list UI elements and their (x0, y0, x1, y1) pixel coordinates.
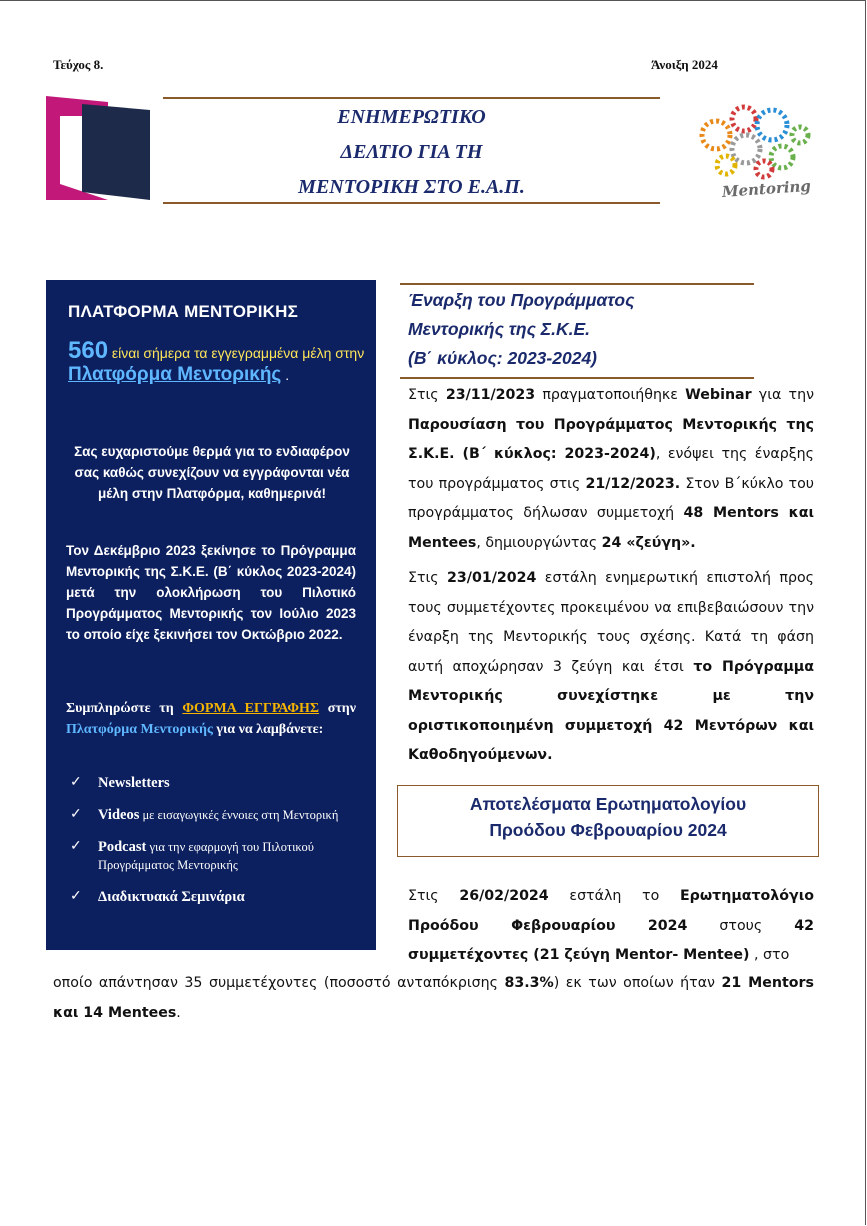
list-item-main: Podcast (98, 839, 147, 855)
section1-title-line: Μεντορικής της Σ.Κ.Ε. (408, 319, 590, 339)
fill-post: για να λαμβάνετε: (212, 722, 324, 737)
check-icon: ✓ (70, 775, 82, 790)
paragraph-webinar: Στις 23/11/2023 πραγματοποιήθηκε Webinar για την Παρουσίαση του Προγράμματος Μεντορικής της Σ.Κ.Ε. (Β΄ κύκλος: 2023-2024), ενόψει της έναρξης του προγράμματος στις 21/12/2023. Στον Β΄κύκλο του προγράμματος δήλωσαν συμμετοχή 48 Mentors και Mentees, δημιουργώντας 24 «ζεύγη». (408, 387, 814, 551)
eap-logo (46, 96, 150, 200)
title-line-3: ΜΕΝΤΟΡΙΚΗ ΣΤΟ Ε.Α.Π. (298, 176, 525, 198)
platform-link-2[interactable]: Πλατφόρμα Μεντορικής (66, 722, 213, 737)
list-item (68, 806, 358, 824)
platform-sidebar (46, 280, 376, 950)
list-item-main: Διαδικτυακά Σεμινάρια (98, 889, 245, 905)
check-icon: ✓ (70, 889, 82, 904)
title-line-1: ΕΝΗΜΕΡΩΤΙΚΟ (337, 106, 486, 128)
sidebar-title: ΠΛΑΤΦΟΡΜΑ ΜΕΝΤΟΡΙΚΗΣ (68, 302, 298, 321)
newsletter-title (163, 97, 660, 204)
member-count-text: είναι σήμερα τα εγγεγραμμένα μέλη στην (108, 345, 365, 361)
results-title-line: Αποτελέσματα Ερωτηματολογίου (469, 794, 747, 814)
platform-link[interactable]: Πλατφόρμα Μεντορικής (68, 364, 282, 385)
paragraph-questionnaire: Στις 26/02/2024 εστάλη το Ερωτηματολόγιο Προόδου Φεβρουαρίου 2024 στους 42 συμμετέχοντες (21 ζεύγη Mentor- Mentee) , στο (408, 888, 814, 963)
list-item (68, 838, 358, 874)
section1-title-line: Έναρξη του Προγράμματος (408, 290, 635, 310)
check-icon: ✓ (70, 839, 82, 854)
benefits-list (68, 774, 358, 920)
member-count-line (68, 337, 368, 386)
mentoring-logo-text: Mentoring (721, 176, 812, 201)
december-text: Τον Δεκέμβριο 2023 ξεκίνησε το Πρόγραμμα Μεντορικής της Σ.Κ.Ε. (Β΄ κύκλος 2023-2024) μετά την ολοκλήρωση του Πιλοτικό Προγράμματος Μεντορικής τον Ιούλιο 2023 το οποίο είχε ξεκινήσει τον Οκτώβριο 2022. (66, 543, 356, 642)
paragraph-confirmation: Στις 23/01/2024 εστάλη ενημερωτική επιστολή προς τους συμμετέχοντες προκειμένου να επιβεβαιώσουν την έναρξη της Μεντορικής τους σχέσης. Κατά τη φάση αυτή αποχώρησαν 3 ζεύγη και έτσι το Πρόγραμμα Μεντορικής συνεχίστηκε με την οριστικοποιημένη συμμετοχή 42 Μεντόρων και Καθοδηγούμενων. (408, 570, 814, 763)
list-item-rest: με εισαγωγικές έννοιες στη Μεντορική (139, 808, 339, 822)
list-item-main: Videos (98, 807, 140, 823)
section-title-program-start (400, 283, 754, 379)
list-item-main: Newsletters (98, 775, 170, 791)
section-title-results (397, 785, 819, 857)
list-item-rest: για την εφαρμογή του Πιλοτικού Προγράμματος Μεντορικής (98, 840, 314, 872)
registration-form-link[interactable]: ΦΟΡΜΑ ΕΓΓΡΑΦΗΣ (182, 701, 320, 716)
check-icon: ✓ (70, 807, 82, 822)
list-item (68, 888, 358, 906)
issue-season: Άνοιξη 2024 (651, 57, 718, 72)
issue-number: Τεύχος 8. (53, 57, 104, 72)
results-title-line: Προόδου Φεβρουαρίου 2024 (489, 820, 727, 840)
mentoring-gears-logo (690, 95, 820, 205)
fill-mid: στην (319, 701, 356, 716)
platform-link-period: . (281, 367, 290, 383)
fill-pre: Συμπληρώστε τη (66, 701, 183, 716)
list-item (68, 774, 358, 792)
thanks-text: Σας ευχαριστούμε θερμά για το ενδιαφέρον σας καθώς συνεχίζουν να εγγράφονται νέα μέλη στην Πλατφόρμα, καθημερινά! (74, 444, 350, 501)
paragraph-questionnaire-cont: οποίο απάντησαν 35 συμμετέχοντες (ποσοστό ανταπόκρισης 83.3%) εκ των οποίων ήταν 21 Mentors και 14 Mentees. (53, 975, 814, 1021)
section1-title-line: (Β΄ κύκλος: 2023-2024) (408, 348, 598, 368)
member-count: 560 (68, 337, 109, 364)
gear-icon (702, 107, 808, 177)
fill-form-text (66, 698, 356, 740)
eap-logo-navy (82, 104, 150, 200)
title-line-2: ΔΕΛΤΙΟ ΓΙΑ ΤΗ (340, 141, 483, 163)
